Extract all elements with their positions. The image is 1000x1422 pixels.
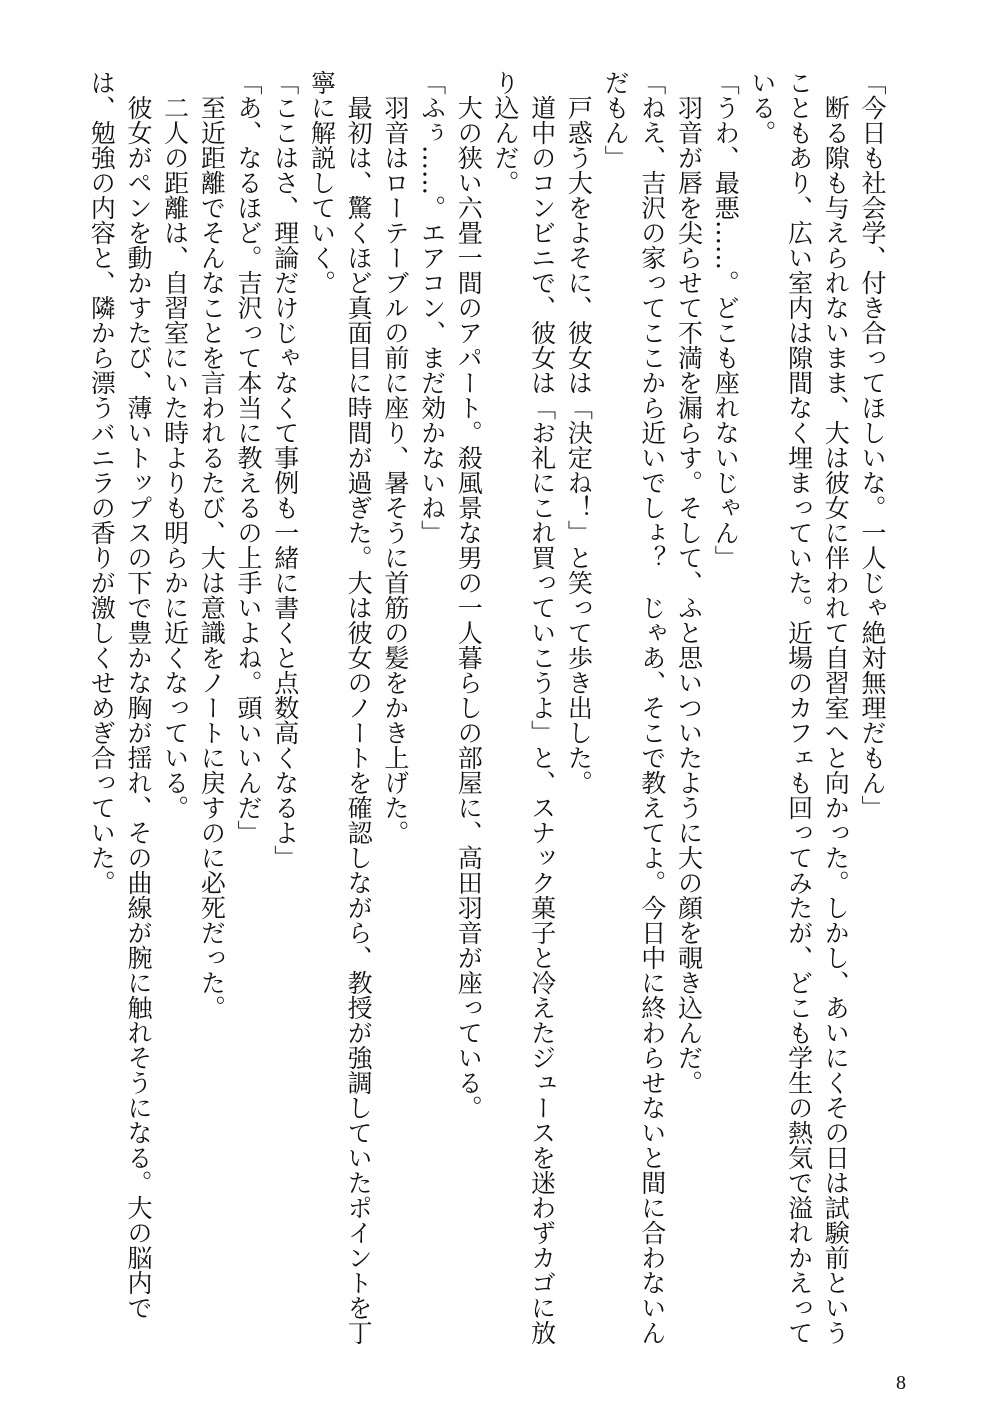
narration-paragraph: 至近距離でそんなことを言われるたび、大は意識をノートに戻すのに必死だった。 (197, 95, 227, 1020)
narration-paragraph: 羽音が唇を尖らせて不満を漏らす。そして、ふと思いついたように大の顔を覗き込んだ。 (674, 95, 704, 1095)
narration-paragraph: 戸惑う大をよそに、彼女は「決定ね！」と笑って歩き出した。 (564, 95, 594, 795)
dialogue-paragraph: 「今日も社会学、付き合ってほしいな。一人じゃ絶対無理だもん」 (858, 70, 887, 820)
narration-paragraph: 断る隙も与えられないまま、大は彼女に伴われて自習室へと向かった。しかし、あいにくその日は試験前ということもあり、広い室内は隙間なく埋まっていた。近場のカフェも回ってみたが、どこも学生の熱気で溢れかえっている。 (747, 70, 851, 1345)
narration-paragraph: 二人の距離は、自習室にいた時よりも明らかに近くなっている。 (160, 95, 190, 820)
dialogue-paragraph: 「ここはさ、理論だけじゃなくて事例も一緒に書くと点数高くなるよ」 (270, 70, 300, 870)
dialogue-paragraph: 「ねえ、吉沢の家ってここから近いでしょ？ じゃあ、そこで教えてよ。今日中に終わらせないと間に合わないんだもん」 (601, 70, 667, 1345)
dialogue-paragraph: 「あ、なるほど。吉沢って本当に教えるの上手いよね。頭いいんだ」 (234, 70, 264, 845)
narration-paragraph: 道中のコンビニで、彼女は「お礼にこれ買っていこうよ」と、スナック菓子と冷えたジュースを迷わずカゴに放り込んだ。 (490, 70, 557, 1345)
vertical-text-body (80, 70, 890, 1350)
dialogue-paragraph: 「ふぅ……。エアコン、まだ効かないね」 (417, 70, 447, 545)
narration-paragraph: 彼女がペンを動かすたび、薄いトップスの下で豊かな胸が揺れ、その曲線が腕に触れそうになる。大の脳内では、勉強の内容と、隣から漂うバニラの香りが激しくせめぎ合っていた。 (87, 70, 153, 1320)
narration-paragraph: 最初は、驚くほど真面目に時間が過ぎた。大は彼女のノートを確認しながら、教授が強調していたポイントを丁寧に解説していく。 (307, 70, 374, 1345)
narration-paragraph: 羽音はローテーブルの前に座り、暑そうに首筋の髪をかき上げた。 (380, 95, 410, 845)
dialogue-paragraph: 「うわ、最悪……。どこも座れないじゃん」 (711, 70, 741, 570)
narration-paragraph: 大の狭い六畳一間のアパート。殺風景な男の一人暮らしの部屋に、高田羽音が座っている。 (454, 95, 484, 1120)
page-number: 8 (896, 1372, 906, 1394)
